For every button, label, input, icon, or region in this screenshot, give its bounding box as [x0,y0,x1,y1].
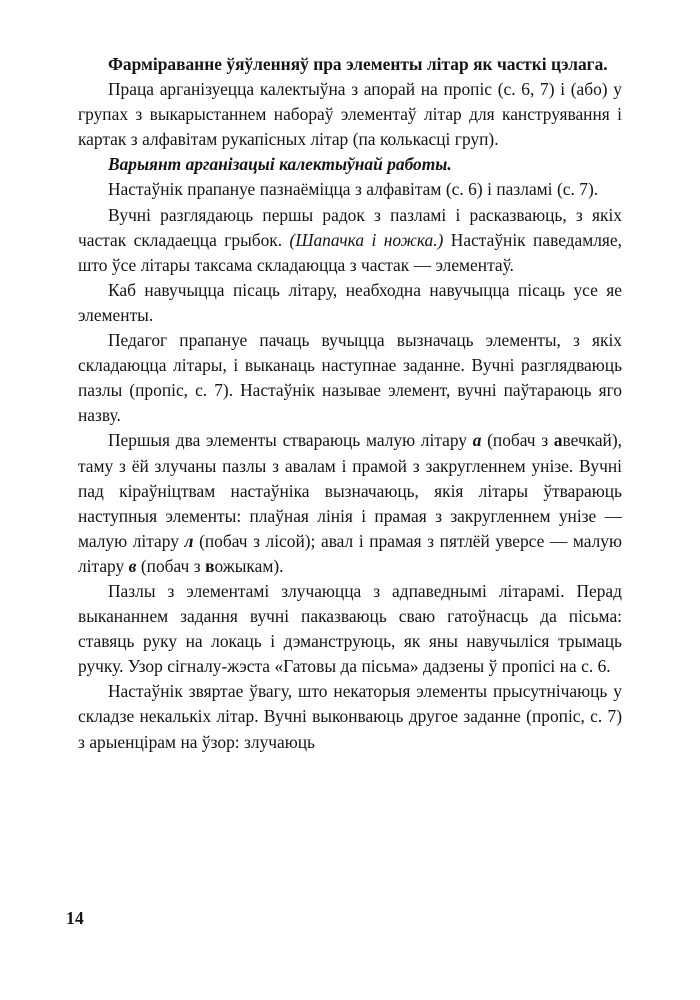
emphasis-bold-italic: л [184,530,194,551]
paragraph-kab-navucycca: Каб навучыцца пісаць літару, неабходна навучыцца пісаць усе яе элементы. [78,279,622,325]
paragraph-nastaunik-prapanue: Настаўнік прапануе пазнаёміцца з алфавітам (с. 6) і пазламі (с. 7). [108,179,599,200]
emphasis-bold: в [205,555,215,576]
subheading-varyjant: Варыянт арганізацыі калектыўнай работы. [108,154,452,175]
paragraph-pazly-z-elementami: Пазлы з элементамі злучаюцца з адпаведнымі літарамі. Перад выкананнем задання вучні паказваюць сваю гатоўнасць да пісьма: ставяць руку на локаць і дэманструюць, як яны навучыліся трымаць ручку. Узор сігналу-жэста «Гатовы да пісьма» дадзены ў пропісі на с. 6. [78,580,622,677]
paragraph-vucni-razhliadajuc: Вучні разглядаюць першы радок з пазламі і расказваюць, з якіх частак складаецца грыбок. (Шапачка і ножка.) Настаўнік паведамляе, што ўсе літары таксама складаюцца з частак — элементаў. [78,204,623,275]
paragraph-pedahoh: Педагог прапануе пачаць вучыцца вызначаць элементы, з якіх складаюцца літары, і выканаць наступнае заданне. Вучні разглядваюць пазлы (пропіс, с. 7). Настаўнік называе элемент, вучні паўтараюць яго назву. [78,330,622,426]
page-number: 14 [66,908,84,928]
emphasis-bold-italic: в [128,555,137,576]
paragraph-pershyja-dva: Першыя два элементы ствараюць малую літару а (побач з авечкай), таму з ёй злучаны пазлы з авалам і прамой з закругленнем унізе. Вучні пад кіраўніцтвам настаўніка вызначаюць, якія літары ўтвараюць наступныя элементы: плаўная лінія і прамая з закругленнем унізе — малую літару л (побач з лісой); авал і прамая з пятлёй уверсе — малую літару в (побач з вожыкам). [78,430,622,576]
paragraph-nastaunik-zviartae: Настаўнік звяртае ўвагу, што некаторыя элементы прысутнічаюць у складзе некалькіх літар. Вучні выконваюць другое заданне (пропіс, с. 7) з арыенцірам на ўзор: злучаюць [78,681,622,752]
emphasis-italic: (Шапачка і ножка.) [289,229,444,250]
section-heading: Фарміраванне ўяўленняў пра элементы літар як часткі цэлага. [108,54,608,74]
emphasis-bold: а [553,430,563,451]
paragraph-praca: Праца арганізуецца калектыўна з апорай на пропіс (с. 6, 7) і (або) у групах з выкарыстаннем набораў элементаў літар для канструявання і картак з алфавітам рукапісных літар (па колькасці груп). [78,79,622,150]
page-text-column [78,52,622,755]
emphasis-bold-italic: а [472,430,482,451]
